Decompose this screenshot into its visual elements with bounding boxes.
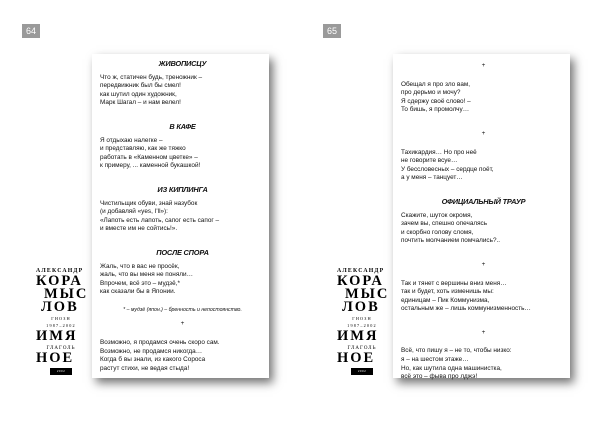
page-number-left: 64: [22, 24, 40, 38]
poem-line: и представляю, как же тяжко: [100, 145, 186, 153]
poem-stanza: [401, 347, 566, 381]
poem-line: Обещал я про зло вам,: [401, 80, 471, 88]
poem-line: «Лапоть есть лапоть, сапог есть сапог –: [100, 216, 220, 224]
poem-line: Я сдержу своё слово! –: [401, 97, 471, 105]
poem-title: ПОСЛЕ СПОРА: [156, 247, 209, 257]
poem-line: Что ж, статичен будь, треножник –: [100, 73, 203, 81]
cover-title-line: КОРА: [337, 273, 384, 289]
poem-line: так и будет, хоть изменишь мы:: [401, 288, 494, 296]
poem-line: как сказали бы в Японии.: [100, 288, 176, 296]
cover-bar: 2002: [50, 368, 72, 375]
poem-stanza: [100, 200, 265, 234]
right-page-sheet: [393, 54, 570, 381]
poem-line: Марк Шагал – и нам велел!: [100, 99, 181, 107]
poem-stanza: [401, 149, 566, 183]
poem-line: Возможно, я продамся очень скоро сам.: [100, 339, 220, 347]
cover-title-line: НОЕ: [36, 350, 75, 366]
poem-stanza: [100, 74, 265, 108]
poem-title: В КАФЕ: [169, 121, 196, 131]
poem-stanza: [100, 263, 265, 297]
separator-plus: +: [180, 320, 185, 328]
poem-line: единицам – Пик Коммунизма,: [401, 296, 490, 304]
cover-title-line: МЫС: [44, 286, 89, 302]
page-number-right: 65: [323, 24, 341, 38]
separator-plus: +: [481, 328, 486, 336]
poem-line: растут стихи, не ведая стыда!: [100, 364, 190, 372]
cover-title-line: ЛОВ: [41, 299, 79, 315]
cover-title-line: НОЕ: [337, 350, 376, 366]
poem-stanza: [401, 280, 566, 314]
poem-line: Жаль, что в вас не просёк,: [100, 262, 180, 270]
poem-line: и скорбно голову сломя,: [401, 228, 474, 236]
cover-mid-text: ГЛАГОЛЬ: [46, 346, 76, 351]
poem-line: Когда б вы знали, из какого Сороса: [100, 356, 206, 364]
poem-line: и вместе им не сойтись!».: [100, 225, 178, 233]
cover-logo-left: [36, 268, 89, 408]
left-page-sheet: [92, 54, 269, 378]
footnote: * – мудзё (япон.) – бренность и непостоянство.: [123, 306, 242, 313]
poem-stanza: [401, 81, 566, 115]
left-page-content: [100, 56, 265, 388]
poem-line: То бишь, я промолчу…: [401, 106, 470, 114]
poem-line: Впрочем, всё это – мудзё,*: [100, 279, 180, 287]
poem-line: Так и тянет с вершины вниз меня…: [401, 279, 507, 287]
poem-line: работать в «Каменном цветке» –: [100, 153, 198, 161]
cover-author: АЛЕКСАНДР: [36, 268, 84, 274]
poem-line: Чистильщик обуви, знай назубок: [100, 199, 198, 207]
poem-stanza: [100, 339, 265, 373]
poem-line: передвижник был бы смел!: [100, 82, 181, 90]
cover-title-line: ИМЯ: [337, 328, 379, 344]
poem-line: а у меня – танцует…: [401, 174, 463, 182]
poem-line: Я отдыхаю налегке –: [100, 136, 163, 144]
poem-line: про дерьмо и мочу?: [401, 89, 461, 97]
poem-stanza: [401, 212, 566, 246]
poem-line: (и добавляй «yes, I'll»):: [100, 208, 168, 216]
poem-line: Тахикардия… Но про неё: [401, 148, 477, 156]
cover-years: 1987–2002: [347, 323, 377, 328]
cover-author: АЛЕКСАНДР: [337, 268, 385, 274]
cover-title-line: КОРА: [36, 273, 83, 289]
cover-small-text: ГНОЗН: [352, 316, 372, 321]
poem-line: к примеру, ... каменной букашкой!: [100, 162, 201, 170]
poem-line: зачем вы, спешно опечалясь: [401, 220, 488, 228]
cover-bar: 2002: [351, 368, 373, 375]
poem-title: ЖИВОПИСЦУ: [158, 59, 207, 68]
poem-line: У бессловесных – сердце поёт,: [401, 165, 494, 173]
poem-line: остальным же – лишь коммунизменность…: [401, 305, 531, 313]
separator-plus: +: [481, 260, 486, 268]
cover-title-line: ЛОВ: [342, 299, 380, 315]
poem-line: всё это – фыва про лджэ!: [401, 373, 478, 381]
poem-line: Всё, что пишу я – не то, чтобы низко:: [401, 347, 512, 355]
cover-logo-right: [337, 268, 390, 408]
poem-line: я – на шестом этаже…: [401, 356, 469, 364]
cover-years: 1987–2002: [46, 323, 76, 328]
poem-line: не говорите всуе…: [401, 157, 458, 165]
poem-title: ОФИЦИАЛЬНЫЙ ТРАУР: [441, 196, 526, 206]
poem-line: почтить молчанием помчались?..: [401, 237, 501, 245]
poem-line: Возможно, не продамся никогда…: [100, 347, 203, 355]
cover-mid-text: ГЛАГОЛЬ: [347, 346, 377, 351]
cover-title-line: ИМЯ: [36, 328, 78, 344]
poem-stanza: [100, 137, 265, 171]
cover-title-line: МЫС: [345, 286, 390, 302]
poem-line: жаль, что вы меня не поняли…: [100, 271, 193, 279]
separator-plus: +: [481, 62, 486, 69]
poem-line: Но, как шутила одна машинистка,: [401, 364, 502, 372]
cover-small-text: ГНОЗН: [51, 316, 71, 321]
poem-line: Скажите, шуток окромя,: [401, 211, 473, 219]
separator-plus: +: [481, 129, 486, 137]
poem-line: как шутил один художник,: [100, 90, 177, 98]
right-page-content: [401, 56, 566, 397]
poem-title: ИЗ КИПЛИНГА: [157, 184, 208, 194]
